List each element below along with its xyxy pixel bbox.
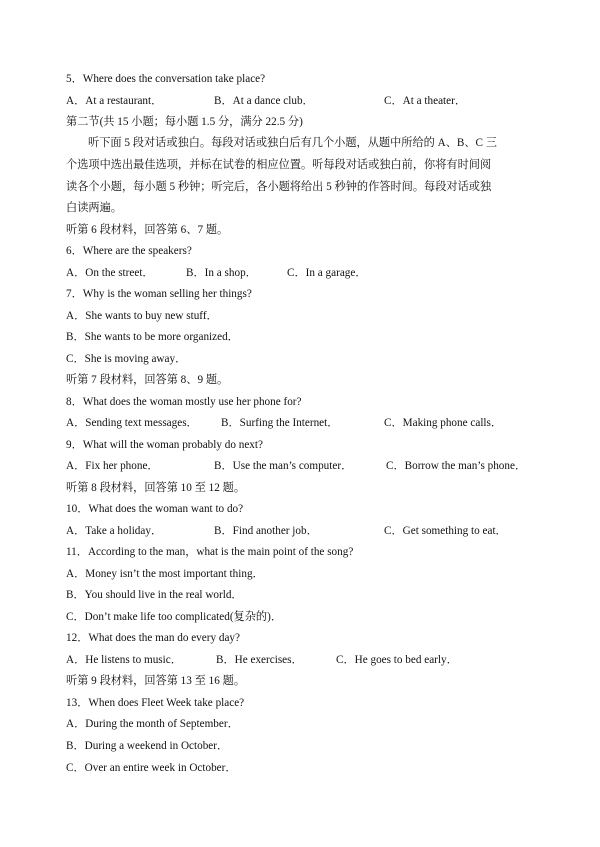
question-6: 6．Where are the speakers? xyxy=(66,245,192,257)
option-a: A．Take a holiday． xyxy=(66,525,163,537)
question-10: 10．What does the woman want to do? xyxy=(66,503,244,515)
material-8-heading: 听第 8 段材料，回答第 10 至 12 题。 xyxy=(66,482,246,494)
option-b: B．Find another job． xyxy=(214,525,318,537)
question-13-option-b: B．During a weekend in October． xyxy=(66,740,229,752)
option-b: B．At a dance club． xyxy=(214,95,314,107)
option-b: B．Surfing the Internet． xyxy=(221,417,339,429)
question-11: 11．According to the man，what is the main point of the song? xyxy=(66,546,354,558)
question-7: 7．Why is the woman selling her things? xyxy=(66,288,252,300)
section-2-heading: 第二节(共 15 小题；每小题 1.5 分，满分 22.5 分) xyxy=(66,116,303,128)
question-7-option-a: A．She wants to buy new stuff． xyxy=(66,310,218,322)
question-13-option-a: A．During the month of September． xyxy=(66,718,239,730)
question-13-option-c: C．Over an entire week in October． xyxy=(66,762,237,774)
option-a: A．He listens to music． xyxy=(66,654,182,666)
option-c: C．In a garage． xyxy=(287,267,367,279)
question-12: 12．What does the man do every day? xyxy=(66,632,240,644)
question-8: 8．What does the woman mostly use her phone for? xyxy=(66,396,302,408)
question-11-option-c: C．Don’t make life too complicated(复杂的)． xyxy=(66,611,283,623)
question-11-option-a: A．Money isn’t the most important thing． xyxy=(66,568,264,580)
instructions-line-3: 读各个小题，每小题 5 秒钟；听完后，各小题将给出 5 秒钟的作答时间。每段对话或独 xyxy=(66,181,492,193)
instructions-line-1: 听下面 5 段对话或独白。每段对话或独白后有几个小题，从题中所给的 A、B、C 三 xyxy=(88,137,497,149)
question-9: 9．What will the woman probably do next? xyxy=(66,439,263,451)
option-a: A．On the street． xyxy=(66,267,154,279)
option-c: C．Making phone calls． xyxy=(384,417,503,429)
material-7-heading: 听第 7 段材料，回答第 8、9 题。 xyxy=(66,374,229,386)
question-13: 13．When does Fleet Week take place? xyxy=(66,697,245,709)
question-11-option-b: B．You should live in the real world． xyxy=(66,589,243,601)
material-6-heading: 听第 6 段材料，回答第 6、7 题。 xyxy=(66,224,229,236)
question-7-option-c: C．She is moving away． xyxy=(66,353,187,365)
option-c: C．Borrow the man’s phone． xyxy=(386,460,527,472)
option-b: B．In a shop． xyxy=(186,267,257,279)
option-b: B．He exercises． xyxy=(216,654,303,666)
question-5: 5．Where does the conversation take place? xyxy=(66,73,266,85)
option-c: C．At a theater． xyxy=(384,95,467,107)
option-a: A．Sending text messages． xyxy=(66,417,198,429)
instructions-line-2: 个选项中选出最佳选项，并标在试卷的相应位置。听每段对话或独白前，你将有时间阅 xyxy=(66,159,492,171)
material-9-heading: 听第 9 段材料，回答第 13 至 16 题。 xyxy=(66,675,246,687)
option-c: C．He goes to bed early． xyxy=(336,654,458,666)
option-a: A．At a restaurant． xyxy=(66,95,163,107)
option-b: B．Use the man’s computer． xyxy=(214,460,353,472)
option-c: C．Get something to eat． xyxy=(384,525,507,537)
question-7-option-b: B．She wants to be more organized． xyxy=(66,331,239,343)
option-a: A．Fix her phone． xyxy=(66,460,159,472)
instructions-line-4: 白读两遍。 xyxy=(66,202,122,214)
